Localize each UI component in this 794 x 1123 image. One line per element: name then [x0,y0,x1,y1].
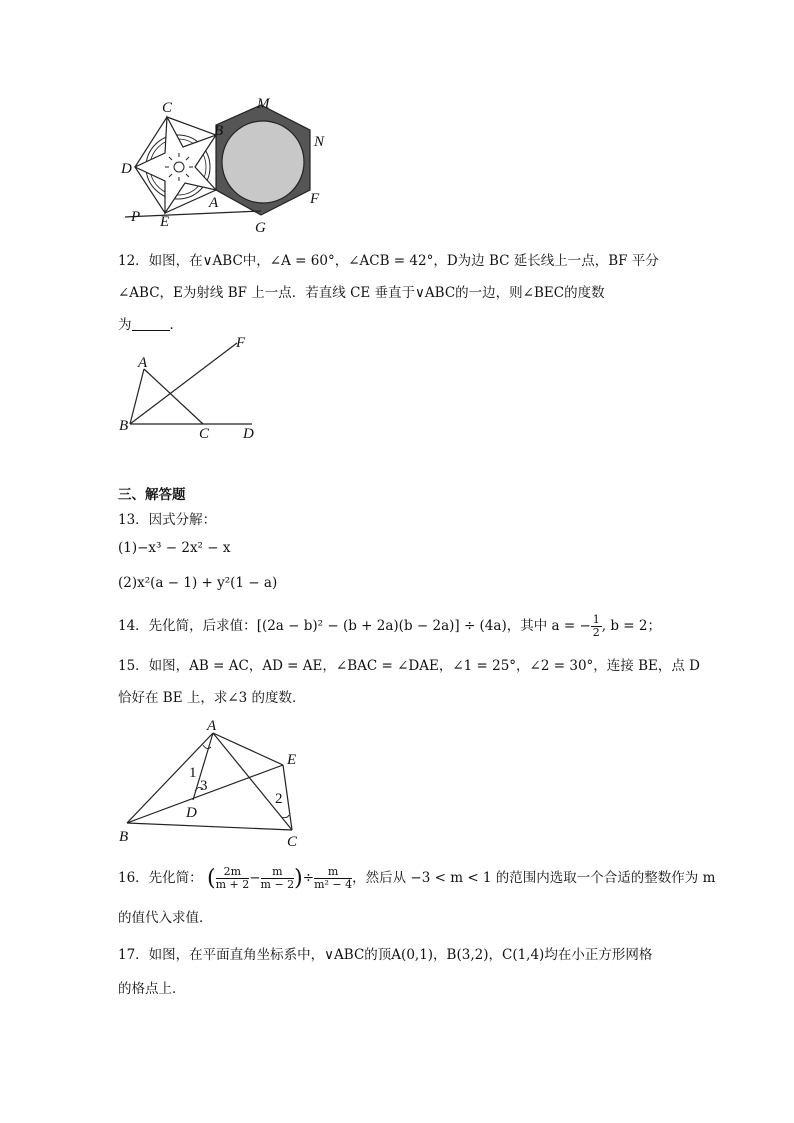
label-p: P [131,209,141,225]
q16-frac2-num: m [261,866,295,879]
q16-frac3-num: m [314,866,352,879]
label-d: D [121,161,132,177]
q16-frac1-den: m + 2 [215,878,250,891]
label-a: A [138,355,148,371]
label-c: C [162,100,173,116]
q12-line3 [118,313,183,333]
label-f: F [236,335,246,351]
label-d: D [186,805,197,821]
label-angle-3: 3 [200,778,208,794]
figure-q12 [115,333,265,443]
segment-bc [127,823,292,830]
q14-frac-den: 2 [592,626,600,639]
figure-q15 [115,715,315,850]
q17-line1: 17．如图，在平面直角坐标系中，∨ABC的顶A(0,1)，B(3,2)，C(1,4)均在小正方形网格 [118,947,653,963]
q12-line2: ∠ABC，E为射线 BF 上一点．若直线 CE 垂直于∨ABC的一边，则∠BEC的度数 [118,285,605,301]
q12-line3-prefix: 为 [118,317,132,333]
q14-expression: [(2a − b)² − (b + 2a)(b − 2a)] ÷ (4a) [256,618,507,634]
label-c: C [287,834,298,850]
q14-mid: ，其中 a = − [506,618,591,634]
label-m: M [257,96,270,112]
label-angle-1: 1 [189,765,197,781]
label-a: A [207,718,217,734]
label-angle-2: 2 [275,791,283,807]
label-b: B [119,829,129,845]
segment-ae [213,733,283,765]
hexagon-inner-circle [222,121,304,203]
label-d: D [243,426,254,442]
q16-frac3 [314,866,352,891]
figure-star-hexagon [115,95,340,235]
q13-part1: (1)−x³ − 2x² − x [118,540,231,556]
label-a: A [209,195,219,211]
q14-suffix: , b = 2； [601,618,661,634]
label-b: B [119,418,129,434]
q16-minus: − [249,870,261,886]
q14-prefix: 14．先化简，后求值： [118,618,257,634]
q12-line1: 12．如图，在∨ABC中，∠A = 60°，∠ACB = 42°，D为边 BC 延长线上一点，BF 平分 [118,253,659,269]
q16-frac2 [261,866,295,891]
line-pe [125,211,261,217]
q16-frac1 [216,866,250,891]
answer-blank [132,318,170,331]
label-c: C [199,426,210,442]
label-e: E [160,214,170,230]
q16-line1: 16．先化简： ( $\frac{2m}{m + 2}$ − $\frac{m}{m - 2}$ )÷ $\frac{m}{\text{m² − 4}}$ ，然后从 −3 < m < 1 的范围内选取一个合适的整数作为 m [118,865,716,891]
q16-frac1-num: 2m [216,866,250,879]
label-e: E [287,752,297,768]
q16-prefix: 16．先化简： [118,870,203,886]
q14-frac-num: 1 [592,613,600,626]
q12-line3-suffix: ． [169,317,183,333]
label-b: B [214,123,224,139]
q16-frac3-den: m² − 4 [314,878,353,891]
q16-suffix: ，然后从 −3 < m < 1 的范围内选取一个合适的整数作为 m [352,870,716,886]
label-n: N [314,134,325,150]
q13-part2: (2)x²(a − 1) + y²(1 − a) [118,575,278,591]
q17-line2: 的格点上． [118,981,186,997]
q14-fraction [591,614,602,639]
segment-ac [144,369,203,424]
q15-line2: 恰好在 BE 上，求∠3 的度数． [118,690,306,706]
label-g: G [255,220,266,235]
q16-frac2-den: m − 2 [260,878,295,891]
q13-title: 13．因式分解： [118,512,217,528]
q16-div: ÷ [302,870,315,886]
label-f: F [310,191,320,207]
section-heading: 三、解答题 [118,487,186,503]
angle-arc-2 [281,815,289,818]
q15-line1: 15．如图，AB = AC，AD = AE，∠BAC = ∠DAE，∠1 = 25°，∠2 = 30°，连接 BE，点 D [118,658,700,674]
q14 [118,614,661,639]
segment-ac [213,733,292,830]
segment-ab [130,369,144,424]
segment-be [127,765,283,823]
q16-line2: 的值代入求值． [118,910,213,926]
